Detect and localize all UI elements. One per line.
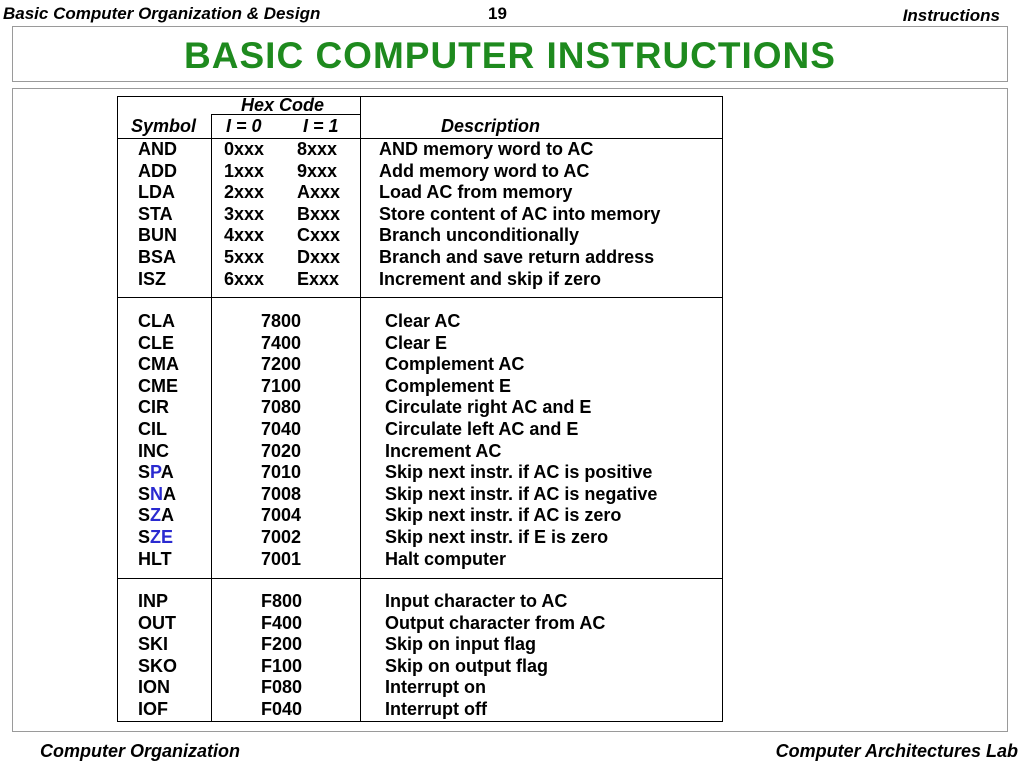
- instruction-description: Increment AC: [385, 440, 502, 461]
- hex-code: F200: [261, 634, 303, 655]
- section-divider-1: [117, 297, 723, 298]
- instruction-symbol: SKI: [138, 634, 169, 655]
- header-section: Instructions: [902, 6, 1000, 25]
- hex-code-i0: 1xxx: [224, 160, 265, 181]
- instruction-description: Skip next instr. if AC is positive: [385, 462, 653, 483]
- instruction-symbol-part: A: [160, 462, 174, 483]
- instruction-description: Output character from AC: [385, 612, 606, 633]
- instruction-symbol-part: INC: [138, 440, 169, 461]
- instruction-description: Skip on input flag: [385, 634, 536, 655]
- instruction-description: Increment and skip if zero: [379, 268, 602, 289]
- hex-code: 7004: [261, 505, 302, 526]
- hex-code-i0: 0xxx: [224, 139, 265, 159]
- hex-code: 7020: [261, 440, 302, 461]
- hex-code: 7008: [261, 483, 302, 504]
- instruction-symbol: STA: [138, 203, 173, 224]
- instruction-symbol: INP: [138, 591, 169, 611]
- column-divider-symbol: [211, 114, 212, 722]
- column-divider-hex: [360, 96, 361, 722]
- instruction-description: Clear AC: [385, 311, 461, 331]
- instruction-description: Interrupt off: [385, 699, 487, 719]
- instruction-symbol: LDA: [138, 182, 175, 203]
- hex-code-i1: Bxxx: [297, 203, 341, 224]
- instruction-symbol: IOF: [138, 699, 168, 719]
- hex-code: F100: [261, 655, 303, 676]
- instruction-symbol-part: Z: [150, 505, 162, 526]
- hex-code: 7002: [261, 527, 302, 547]
- title-box: [12, 26, 1008, 82]
- hex-code: 7010: [261, 462, 302, 483]
- instruction-description: Skip next instr. if AC is negative: [385, 483, 658, 504]
- i1-header: I = 1: [303, 116, 339, 136]
- hex-code-i0: 6xxx: [224, 268, 265, 289]
- instruction-description: Clear E: [385, 332, 448, 353]
- hex-code-i0: 2xxx: [224, 182, 265, 203]
- hex-code: F040: [261, 699, 303, 719]
- instruction-description: Input character to AC: [385, 591, 568, 611]
- section-divider-2: [117, 578, 723, 579]
- hex-code: 7001: [261, 548, 302, 569]
- instruction-symbol-part: CLA: [138, 311, 175, 331]
- instruction-symbol: [138, 527, 173, 548]
- instruction-symbol: BSA: [138, 247, 177, 267]
- instruction-symbol-part: CIL: [138, 419, 167, 439]
- instruction-symbol: [138, 484, 176, 505]
- hex-code: 7400: [261, 332, 302, 353]
- hex-code: 7080: [261, 397, 302, 418]
- hex-code-i1: Dxxx: [297, 247, 341, 267]
- instruction-symbol: [138, 354, 179, 375]
- instruction-symbol: AND: [138, 139, 177, 159]
- hex-code-i0: 5xxx: [224, 247, 265, 267]
- instruction-symbol-part: N: [150, 483, 164, 504]
- instruction-description: Halt computer: [385, 548, 507, 569]
- instruction-symbol: ADD: [138, 160, 177, 181]
- hex-code-i1: Cxxx: [297, 225, 341, 246]
- i0-header: I = 0: [226, 116, 262, 136]
- hex-code: F800: [261, 591, 303, 611]
- instruction-symbol: BUN: [138, 225, 177, 246]
- instruction-symbol-part: HLT: [138, 548, 172, 569]
- description-header: Description: [441, 116, 541, 136]
- instruction-description: Circulate right AC and E: [385, 397, 592, 418]
- instruction-symbol: [138, 505, 174, 526]
- instruction-description: AND memory word to AC: [379, 139, 594, 159]
- instruction-description: Add memory word to AC: [379, 160, 590, 181]
- hex-code-i1: 8xxx: [297, 139, 338, 159]
- instruction-symbol-part: ZE: [150, 527, 174, 547]
- instruction-description: Complement E: [385, 375, 512, 396]
- instruction-symbol-part: CME: [138, 375, 178, 396]
- hex-code: 7040: [261, 419, 302, 439]
- instruction-description: Load AC from memory: [379, 182, 573, 203]
- instruction-symbol-part: S: [138, 505, 151, 526]
- hex-code: 7100: [261, 375, 302, 396]
- hex-code-header: Hex Code: [241, 95, 325, 115]
- hex-code-i1: Axxx: [297, 182, 341, 203]
- instruction-description: Complement AC: [385, 354, 525, 375]
- instruction-symbol-part: P: [150, 462, 161, 483]
- instruction-description: Branch unconditionally: [379, 225, 580, 246]
- hex-code: 7200: [261, 354, 302, 375]
- instruction-symbol: [138, 376, 178, 397]
- instruction-description: Circulate left AC and E: [385, 419, 579, 439]
- instruction-symbol-part: S: [138, 483, 151, 504]
- instruction-symbol: [138, 462, 174, 483]
- instruction-symbol: [138, 549, 172, 570]
- instruction-symbol: [138, 441, 169, 462]
- hex-code-i1: 9xxx: [297, 160, 338, 181]
- footer-right: Computer Architectures Lab: [775, 741, 1018, 761]
- slide-title: BASIC COMPUTER INSTRUCTIONS: [184, 35, 836, 76]
- header-page-number: 19: [488, 4, 507, 23]
- instruction-description: Branch and save return address: [379, 247, 655, 267]
- hex-code-i1: Exxx: [297, 268, 340, 289]
- instruction-symbol-part: A: [161, 505, 175, 526]
- instruction-symbol: [138, 311, 175, 332]
- instruction-description: Skip next instr. if E is zero: [385, 527, 609, 547]
- instruction-description: Skip next instr. if AC is zero: [385, 505, 622, 526]
- hex-code: 7800: [261, 311, 302, 331]
- instruction-symbol: SKO: [138, 655, 178, 676]
- instruction-symbol-part: S: [138, 527, 151, 547]
- instruction-description: Skip on output flag: [385, 655, 548, 676]
- instruction-symbol: ISZ: [138, 268, 167, 289]
- symbol-header: Symbol: [131, 116, 197, 136]
- instruction-symbol-part: CIR: [138, 397, 169, 418]
- instruction-symbol-part: A: [163, 483, 177, 504]
- instruction-symbol-part: CMA: [138, 354, 179, 375]
- instruction-description: Store content of AC into memory: [379, 203, 661, 224]
- instruction-symbol: ION: [138, 677, 171, 698]
- hex-code-i0: 3xxx: [224, 203, 265, 224]
- instruction-symbol-part: S: [138, 462, 151, 483]
- instruction-symbol: [138, 397, 169, 418]
- instruction-symbol-part: CLE: [138, 332, 174, 353]
- instruction-description: Interrupt on: [385, 677, 486, 698]
- footer-left: Computer Organization: [40, 741, 241, 761]
- instruction-symbol: [138, 419, 167, 440]
- hex-code: F080: [261, 677, 303, 698]
- hex-code-i0: 4xxx: [224, 225, 265, 246]
- instruction-symbol: OUT: [138, 612, 176, 633]
- hex-code: F400: [261, 612, 303, 633]
- header-course-title: Basic Computer Organization & Design: [3, 4, 321, 23]
- instruction-symbol: [138, 333, 174, 354]
